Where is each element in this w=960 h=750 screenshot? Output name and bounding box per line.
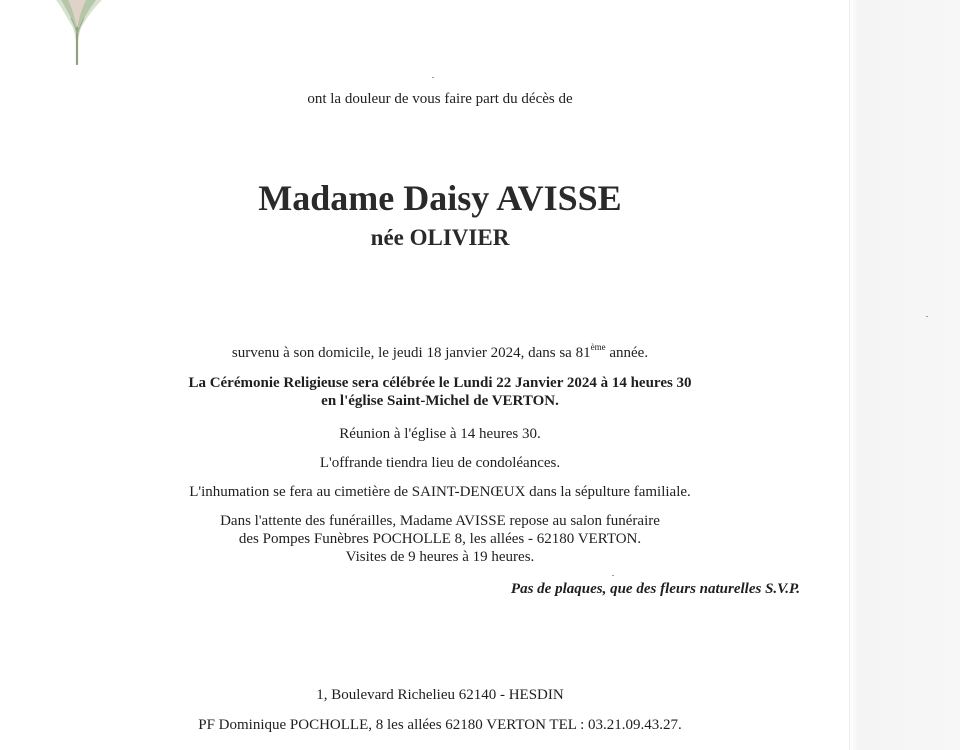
flowers-note: Pas de plaques, que des fleurs naturelles S.V.P. [510,581,800,597]
inhumation-text: L'inhumation se fera au cimetière de SAINT-DENŒUX dans la sépulture familiale. [189,484,691,500]
death-suffix: année. [605,345,649,361]
salon-line-1: Dans l'attente des funérailles, Madame AVISSE repose au salon funéraire [220,513,660,529]
offrande-text: L'offrande tiendra lieu de condoléances. [319,455,561,471]
footer-contact: PF Dominique POCHOLLE, 8 les allées 62180 VERTON TEL : 03.21.09.43.27. [198,717,682,733]
ceremony-details [140,374,740,410]
ordinal-superscript: ème [590,342,606,352]
maiden-name: née OLIVIER [370,225,510,250]
page-edge-line [849,0,850,750]
scan-speck [432,77,434,78]
page-edge-shadow [850,0,960,750]
reunion-text: Réunion à l'église à 14 heures 30. [339,426,541,442]
death-text: survenu à son domicile, le jeudi 18 janvier 2024, dans sa 81 [231,345,591,361]
scan-speck [612,575,614,576]
salon-details [140,512,740,566]
ceremony-line-2: en l'église Saint-Michel de VERTON. [321,393,559,409]
death-announcement [180,344,700,362]
intro-text: ont la douleur de vous faire part du décès de [307,91,573,107]
deceased-name: Madame Daisy AVISSE [258,178,622,218]
scan-speck [926,316,928,317]
ceremony-line-1: La Cérémonie Religieuse sera célébrée le Lundi 22 Janvier 2024 à 14 heures 30 [188,375,692,391]
salon-line-3: Visites de 9 heures à 19 heures. [345,549,535,565]
flower-illustration-icon [48,0,118,70]
salon-line-2: des Pompes Funèbres POCHOLLE 8, les allées - 62180 VERTON. [238,531,642,547]
footer-address: 1, Boulevard Richelieu 62140 - HESDIN [316,687,564,703]
